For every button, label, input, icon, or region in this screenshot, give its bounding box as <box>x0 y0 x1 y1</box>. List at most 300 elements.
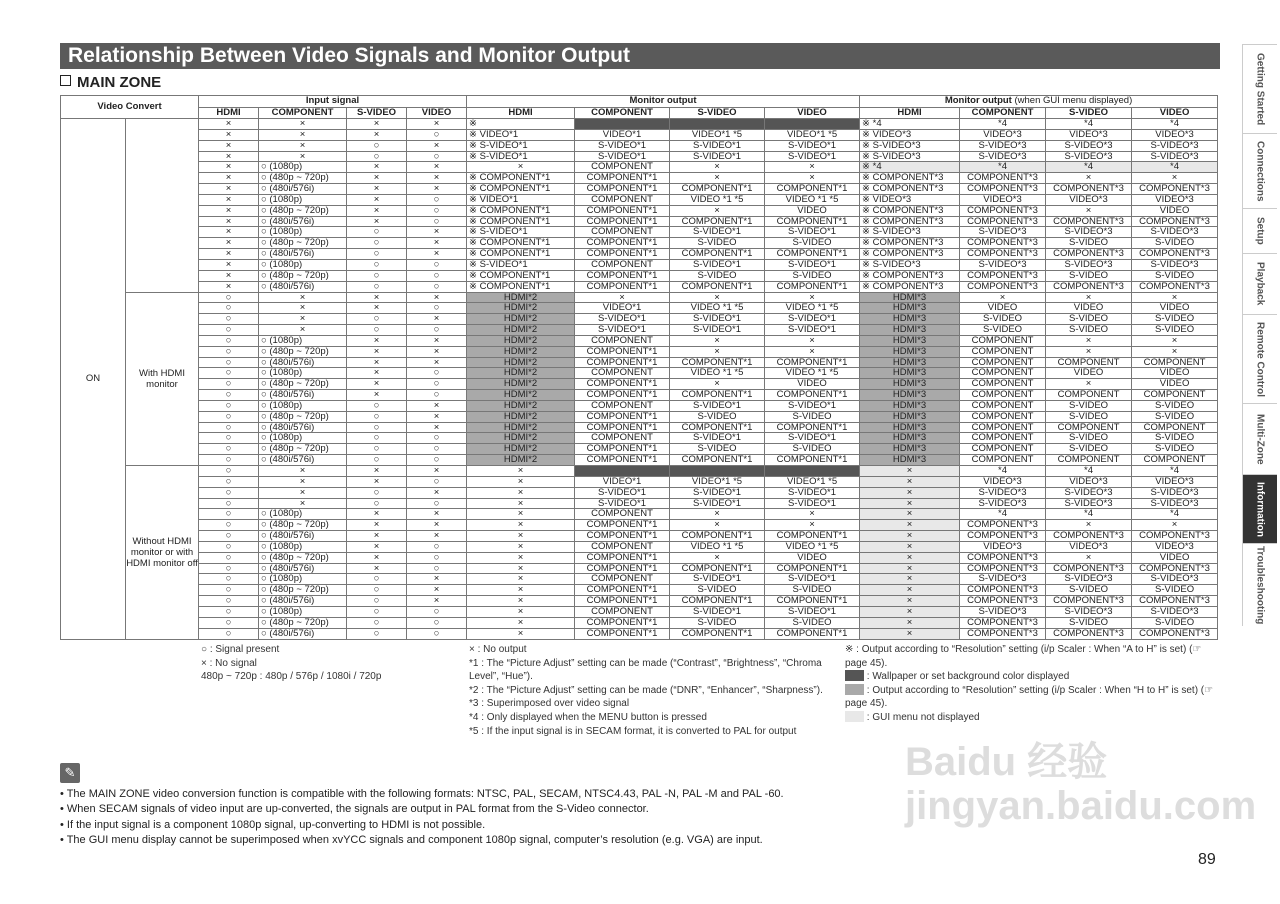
table-cell: ※ VIDEO*1 <box>467 129 575 140</box>
table-row <box>61 335 1218 346</box>
table-cell: × <box>347 205 407 216</box>
table-cell: ※ COMPONENT*1 <box>467 184 575 195</box>
table-cell: S-VIDEO*1 <box>575 325 670 336</box>
table-cell: COMPONENT*1 <box>575 379 670 390</box>
table-cell: ※ S-VIDEO*1 <box>467 140 575 151</box>
table-cell: × <box>467 563 575 574</box>
table-cell: ○ <box>199 509 259 520</box>
table-cell: COMPONENT*1 <box>575 596 670 607</box>
table-cell: COMPONENT*1 <box>765 281 860 292</box>
table-cell: VIDEO*1 *5 <box>670 476 765 487</box>
table-cell: × <box>347 552 407 563</box>
table-cell: ○ <box>347 270 407 281</box>
table-cell: COMPONENT <box>960 422 1046 433</box>
table-cell: S-VIDEO*3 <box>1046 151 1132 162</box>
table-cell: ○ <box>347 596 407 607</box>
table-cell: ※ S-VIDEO*3 <box>860 227 960 238</box>
table-cell: COMPONENT*1 <box>575 390 670 401</box>
table-cell: VIDEO *1 *5 <box>670 303 765 314</box>
table-cell: ○ <box>199 606 259 617</box>
table-cell: S-VIDEO*1 <box>575 314 670 325</box>
table-cell: ○ <box>407 498 467 509</box>
table-cell: COMPONENT*1 <box>670 281 765 292</box>
table-cell: HDMI*2 <box>467 379 575 390</box>
table-cell: VIDEO*1 *5 <box>765 476 860 487</box>
table-cell: × <box>670 205 765 216</box>
table-cell: × <box>467 476 575 487</box>
table-cell: × <box>860 574 960 585</box>
table-cell: × <box>670 335 765 346</box>
table-cell: × <box>1046 346 1132 357</box>
table-cell: HDMI*3 <box>860 335 960 346</box>
table-cell: HDMI*3 <box>860 422 960 433</box>
table-cell: COMPONENT*1 <box>575 238 670 249</box>
table-cell: ※ S-VIDEO*3 <box>860 140 960 151</box>
table-cell: ○ (1080p) <box>259 400 347 411</box>
table-cell: ○ (480i/576i) <box>259 563 347 574</box>
table-cell: S-VIDEO*1 <box>765 400 860 411</box>
table-cell: × <box>1132 335 1218 346</box>
table-cell: S-VIDEO*1 <box>765 151 860 162</box>
table-cell: × <box>467 574 575 585</box>
table-cell: × <box>347 346 407 357</box>
table-cell: VIDEO*1 <box>575 129 670 140</box>
table-cell: × <box>407 314 467 325</box>
table-cell: VIDEO*3 <box>1132 541 1218 552</box>
table-cell: × <box>407 574 467 585</box>
table-cell: HDMI*3 <box>860 325 960 336</box>
table-cell: COMPONENT <box>960 455 1046 466</box>
table-cell: ○ (1080p) <box>259 541 347 552</box>
table-cell: S-VIDEO*1 <box>765 314 860 325</box>
table-cell: ○ (480i/576i) <box>259 281 347 292</box>
table-cell: COMPONENT*3 <box>960 596 1046 607</box>
table-cell: HDMI*3 <box>860 400 960 411</box>
table-cell: COMPONENT <box>575 194 670 205</box>
table-cell: ○ (1080p) <box>259 227 347 238</box>
table-cell: × <box>960 292 1046 303</box>
table-cell: VIDEO*1 <box>575 476 670 487</box>
table-cell: ※ *4 <box>860 162 960 173</box>
table-cell: S-VIDEO*3 <box>1046 498 1132 509</box>
table-cell: S-VIDEO*1 <box>670 574 765 585</box>
mode-without-hdmi: Without HDMI monitor or with HDMI monitor off <box>126 466 199 640</box>
side-tabs <box>1242 44 1278 626</box>
table-cell: COMPONENT <box>1046 422 1132 433</box>
table-cell: COMPONENT <box>1132 357 1218 368</box>
table-row <box>61 444 1218 455</box>
table-cell: × <box>347 184 407 195</box>
table-cell: COMPONENT*1 <box>575 357 670 368</box>
legend-left <box>201 643 381 684</box>
table-cell: S-VIDEO <box>670 270 765 281</box>
table-cell: COMPONENT*1 <box>765 357 860 368</box>
table-cell: ○ (480p ~ 720p) <box>259 173 347 184</box>
table-cell: ○ <box>199 390 259 401</box>
table-cell: × <box>670 520 765 531</box>
table-cell: × <box>407 119 467 130</box>
table-cell: *4 <box>960 162 1046 173</box>
table-cell: × <box>407 292 467 303</box>
table-cell: ※ VIDEO*3 <box>860 129 960 140</box>
table-cell: COMPONENT*1 <box>670 596 765 607</box>
table-cell: VIDEO *1 *5 <box>670 541 765 552</box>
sub-header: COMPONENT <box>259 107 347 119</box>
table-cell: × <box>467 487 575 498</box>
table-cell: ○ <box>347 444 407 455</box>
table-cell: × <box>407 400 467 411</box>
table-cell: S-VIDEO <box>670 444 765 455</box>
table-cell: ○ <box>347 487 407 498</box>
table-cell: ○ <box>407 606 467 617</box>
table-cell: S-VIDEO*3 <box>1132 574 1218 585</box>
table-cell: ○ <box>347 628 407 639</box>
table-cell: VIDEO *1 *5 <box>765 541 860 552</box>
side-tab[interactable]: Troubleshooting <box>1242 543 1277 626</box>
table-cell: ○ (480p ~ 720p) <box>259 617 347 628</box>
table-cell: S-VIDEO <box>1132 400 1218 411</box>
table-cell: *4 <box>1046 119 1132 130</box>
table-cell: × <box>407 509 467 520</box>
table-row <box>61 606 1218 617</box>
table-cell: COMPONENT*1 <box>670 216 765 227</box>
side-tab[interactable]: Setup <box>1242 208 1277 253</box>
table-cell: COMPONENT*1 <box>670 563 765 574</box>
table-cell: COMPONENT <box>960 433 1046 444</box>
table-cell: × <box>259 325 347 336</box>
table-cell: HDMI*3 <box>860 368 960 379</box>
table-cell: S-VIDEO*1 <box>765 140 860 151</box>
table-cell: × <box>407 162 467 173</box>
table-row <box>61 140 1218 151</box>
table-cell: S-VIDEO*3 <box>960 574 1046 585</box>
table-cell: × <box>407 346 467 357</box>
watermark <box>905 740 1280 828</box>
table-cell: ○ <box>407 368 467 379</box>
table-cell: × <box>467 466 575 477</box>
table-cell: COMPONENT*3 <box>960 270 1046 281</box>
table-cell: ○ <box>407 390 467 401</box>
table-cell: ○ <box>347 249 407 260</box>
table-cell: HDMI*2 <box>467 422 575 433</box>
table-row <box>61 563 1218 574</box>
table-cell: × <box>259 151 347 162</box>
table-cell: HDMI*2 <box>467 433 575 444</box>
table-cell: S-VIDEO <box>1132 270 1218 281</box>
table-row <box>61 390 1218 401</box>
table-cell: ※ <box>467 119 575 130</box>
legend-note: ※ : Output according to “Resolution” setting (i/p Scaler : When “A to H” is set) (☞ page 45). <box>845 644 1202 669</box>
table-cell: S-VIDEO*3 <box>1046 259 1132 270</box>
table-cell: ○ <box>347 151 407 162</box>
table-cell: × <box>199 162 259 173</box>
table-cell: × <box>199 119 259 130</box>
table-cell: × <box>259 292 347 303</box>
table-cell: × <box>347 173 407 184</box>
table-cell: COMPONENT*1 <box>765 455 860 466</box>
table-cell: HDMI*2 <box>467 368 575 379</box>
table-cell: ○ <box>347 140 407 151</box>
table-cell: *4 <box>1132 119 1218 130</box>
side-tab[interactable]: Information <box>1242 474 1277 543</box>
table-cell: HDMI*2 <box>467 292 575 303</box>
table-cell: S-VIDEO <box>1046 444 1132 455</box>
table-row <box>61 466 1218 477</box>
table-row <box>61 531 1218 542</box>
table-cell: HDMI*2 <box>467 444 575 455</box>
table-cell: COMPONENT*1 <box>575 520 670 531</box>
table-cell: ○ <box>407 476 467 487</box>
table-cell: S-VIDEO <box>1132 238 1218 249</box>
table-row <box>61 270 1218 281</box>
table-cell: × <box>670 509 765 520</box>
table-cell: ○ <box>199 487 259 498</box>
zone-heading <box>60 74 161 91</box>
light-swatch <box>845 711 864 722</box>
table-cell: × <box>467 596 575 607</box>
table-cell: S-VIDEO <box>1132 617 1218 628</box>
table-cell: S-VIDEO <box>1046 400 1132 411</box>
table-cell: S-VIDEO <box>1132 433 1218 444</box>
watermark-text: Baidu 经验 jingyan.baidu.com <box>905 740 1257 828</box>
table-cell: × <box>407 335 467 346</box>
table-row <box>61 281 1218 292</box>
table-cell: COMPONENT <box>1046 357 1132 368</box>
table-cell: × <box>259 487 347 498</box>
table-cell: × <box>199 205 259 216</box>
table-cell: ○ <box>347 433 407 444</box>
table-cell: HDMI*3 <box>860 411 960 422</box>
table-cell: × <box>407 520 467 531</box>
table-cell: ○ <box>199 466 259 477</box>
mid-swatch <box>845 684 864 695</box>
table-cell: COMPONENT*3 <box>960 520 1046 531</box>
table-cell: × <box>347 520 407 531</box>
table-cell: S-VIDEO <box>960 325 1046 336</box>
gui-note: (when GUI menu displayed) <box>1014 95 1133 106</box>
table-cell: S-VIDEO*3 <box>1132 259 1218 270</box>
table-cell: VIDEO*3 <box>1132 194 1218 205</box>
checkbox-icon <box>60 75 71 86</box>
table-cell: COMPONENT*1 <box>575 216 670 227</box>
table-cell: S-VIDEO*1 <box>575 140 670 151</box>
table-cell: HDMI*2 <box>467 335 575 346</box>
table-cell: ○ <box>407 617 467 628</box>
table-cell: ○ <box>199 368 259 379</box>
table-cell: × <box>1046 552 1132 563</box>
table-cell: ○ (480p ~ 720p) <box>259 205 347 216</box>
table-cell: S-VIDEO <box>670 411 765 422</box>
table-cell: VIDEO*3 <box>1132 129 1218 140</box>
table-cell: COMPONENT*3 <box>1046 249 1132 260</box>
table-cell: × <box>860 552 960 563</box>
table-cell: S-VIDEO*3 <box>1046 574 1132 585</box>
zone-label: MAIN ZONE <box>77 74 162 91</box>
table-cell: × <box>670 552 765 563</box>
table-row <box>61 509 1218 520</box>
table-cell: COMPONENT*1 <box>575 552 670 563</box>
side-tab[interactable]: Connections <box>1242 133 1277 208</box>
table-cell: ○ <box>347 325 407 336</box>
table-cell: *4 <box>960 509 1046 520</box>
table-cell: COMPONENT*3 <box>1046 281 1132 292</box>
table-cell: × <box>1046 205 1132 216</box>
table-cell: × <box>670 292 765 303</box>
table-cell: ○ <box>199 531 259 542</box>
table-cell: ○ <box>407 303 467 314</box>
table-cell: × <box>1132 520 1218 531</box>
table-cell: ○ <box>199 585 259 596</box>
table-cell: ※ COMPONENT*3 <box>860 238 960 249</box>
table-cell: COMPONENT*1 <box>670 184 765 195</box>
table-cell: COMPONENT*3 <box>1132 281 1218 292</box>
table-cell: ○ <box>347 574 407 585</box>
table-cell: ○ (480p ~ 720p) <box>259 346 347 357</box>
table-cell: COMPONENT <box>960 346 1046 357</box>
table-row <box>61 238 1218 249</box>
table-cell: *4 <box>960 119 1046 130</box>
table-cell: *4 <box>960 466 1046 477</box>
table-cell: HDMI*3 <box>860 314 960 325</box>
sub-header: VIDEO <box>407 107 467 119</box>
table-cell: HDMI*2 <box>467 325 575 336</box>
legend-dark: : Wallpaper or set background color displayed <box>866 671 1070 683</box>
table-cell: S-VIDEO <box>670 617 765 628</box>
table-cell: ※ S-VIDEO*1 <box>467 151 575 162</box>
table-cell: S-VIDEO*1 <box>670 400 765 411</box>
table-row <box>61 173 1218 184</box>
table-cell: × <box>199 216 259 227</box>
side-tab[interactable]: Playback <box>1242 253 1277 314</box>
legend-item: × : No signal <box>201 657 257 669</box>
mode-with-hdmi: With HDMI monitor <box>126 292 199 466</box>
table-cell: HDMI*2 <box>467 400 575 411</box>
mode-blank <box>126 119 199 293</box>
table-cell: × <box>860 541 960 552</box>
table-row <box>61 400 1218 411</box>
table-cell: S-VIDEO <box>960 314 1046 325</box>
table-cell: COMPONENT*3 <box>960 173 1046 184</box>
table-cell: VIDEO*1 *5 <box>670 129 765 140</box>
table-cell: × <box>199 173 259 184</box>
table-cell: × <box>199 129 259 140</box>
table-row <box>61 585 1218 596</box>
table-cell: S-VIDEO*1 <box>765 325 860 336</box>
table-cell: ※ COMPONENT*3 <box>860 216 960 227</box>
table-cell <box>670 119 765 130</box>
table-cell: HDMI*3 <box>860 433 960 444</box>
side-tab[interactable]: Multi-Zone <box>1242 403 1277 474</box>
table-cell: ○ <box>407 281 467 292</box>
table-cell: COMPONENT*1 <box>575 411 670 422</box>
table-cell: × <box>1046 520 1132 531</box>
table-cell: VIDEO <box>1132 379 1218 390</box>
table-cell: × <box>407 411 467 422</box>
table-cell: HDMI*3 <box>860 444 960 455</box>
side-tab[interactable]: Remote Control <box>1242 314 1277 403</box>
table-cell: COMPONENT <box>1132 390 1218 401</box>
table-cell: × <box>347 357 407 368</box>
table-cell: S-VIDEO <box>765 411 860 422</box>
table-cell: COMPONENT*3 <box>1046 628 1132 639</box>
table-cell: × <box>259 129 347 140</box>
table-cell: ○ <box>407 270 467 281</box>
table-cell: COMPONENT <box>960 390 1046 401</box>
table-cell: COMPONENT*3 <box>1132 184 1218 195</box>
table-cell: HDMI*2 <box>467 411 575 422</box>
table-cell: S-VIDEO <box>1132 325 1218 336</box>
table-cell: S-VIDEO <box>1046 238 1132 249</box>
table-cell: S-VIDEO <box>1046 411 1132 422</box>
table-cell: × <box>860 498 960 509</box>
table-cell: × <box>407 238 467 249</box>
table-cell: × <box>467 531 575 542</box>
table-cell: × <box>259 140 347 151</box>
table-cell: S-VIDEO*1 <box>765 574 860 585</box>
table-cell: ○ <box>407 444 467 455</box>
note-item: • When SECAM signals of video input are up-converted, the signals are output in PAL format from the S-Video connector. <box>60 803 649 816</box>
sub-header: COMPONENT <box>960 107 1046 119</box>
dark-swatch <box>845 670 864 681</box>
table-cell: COMPONENT <box>575 574 670 585</box>
table-cell: COMPONENT <box>960 368 1046 379</box>
table-cell: S-VIDEO*3 <box>1132 151 1218 162</box>
table-cell: S-VIDEO*3 <box>1046 606 1132 617</box>
table-cell: × <box>467 520 575 531</box>
table-cell: × <box>467 552 575 563</box>
table-cell: × <box>1132 173 1218 184</box>
table-row <box>61 368 1218 379</box>
table-cell: COMPONENT <box>960 357 1046 368</box>
table-cell: × <box>199 140 259 151</box>
table-cell: COMPONENT <box>575 541 670 552</box>
table-row <box>61 227 1218 238</box>
legend-item: 480p ~ 720p : 480p / 576p / 1080i / 720p <box>201 671 382 683</box>
table-cell: S-VIDEO*3 <box>1132 498 1218 509</box>
table-cell: S-VIDEO*1 <box>765 433 860 444</box>
side-tab[interactable]: Getting Started <box>1242 44 1277 133</box>
table-cell: COMPONENT <box>575 368 670 379</box>
table-cell: × <box>1132 346 1218 357</box>
table-cell: ※ S-VIDEO*3 <box>860 259 960 270</box>
table-cell: ○ <box>199 476 259 487</box>
table-cell: S-VIDEO <box>1132 444 1218 455</box>
table-cell: S-VIDEO <box>765 444 860 455</box>
table-cell: COMPONENT*3 <box>960 205 1046 216</box>
table-cell: VIDEO *1 *5 <box>670 194 765 205</box>
table-cell: × <box>347 335 407 346</box>
table-row <box>61 487 1218 498</box>
table-cell: × <box>259 466 347 477</box>
table-cell: VIDEO <box>960 303 1046 314</box>
table-cell: VIDEO <box>1046 303 1132 314</box>
table-cell: × <box>407 249 467 260</box>
table-cell: ※ *4 <box>860 119 960 130</box>
table-cell: S-VIDEO*1 <box>765 259 860 270</box>
table-cell: × <box>467 498 575 509</box>
table-cell: ○ <box>407 259 467 270</box>
table-row <box>61 292 1218 303</box>
table-cell: ※ COMPONENT*3 <box>860 205 960 216</box>
table-cell: COMPONENT*3 <box>1132 596 1218 607</box>
table-cell: COMPONENT*1 <box>765 184 860 195</box>
table-cell: ※ COMPONENT*3 <box>860 249 960 260</box>
table-cell: COMPONENT*1 <box>670 390 765 401</box>
legend-item: ○ : Signal present <box>201 644 280 655</box>
table-cell: × <box>199 151 259 162</box>
table-cell: COMPONENT*3 <box>960 617 1046 628</box>
table-row <box>61 216 1218 227</box>
